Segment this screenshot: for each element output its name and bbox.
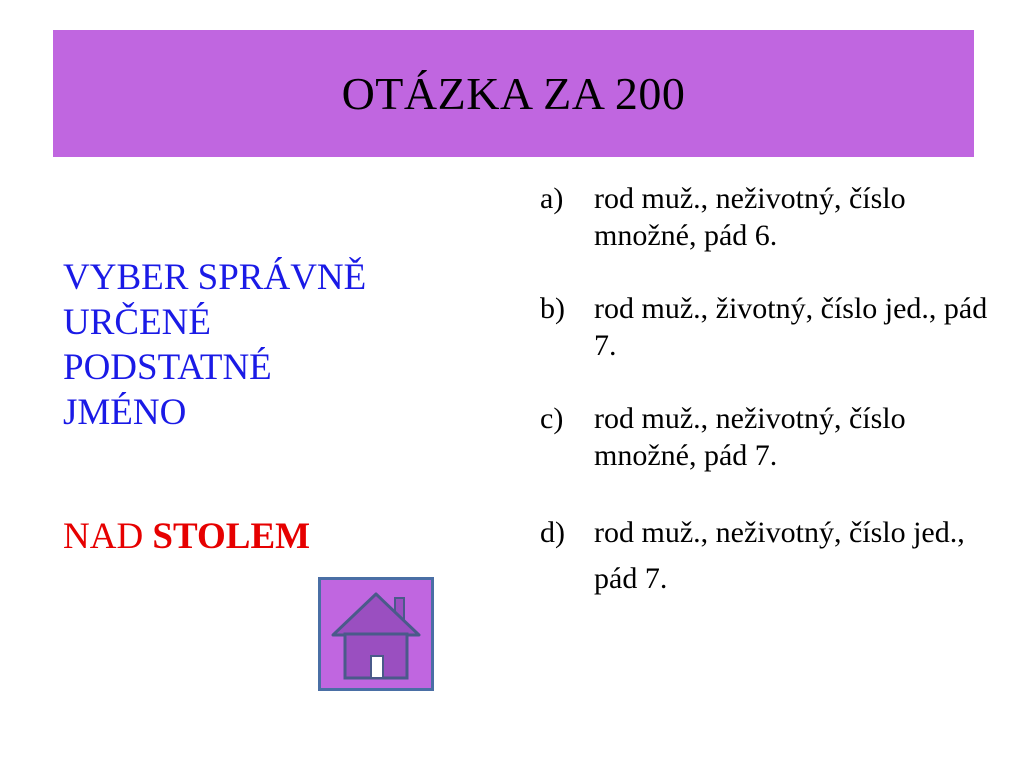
answer-option-b[interactable]: [540, 290, 990, 364]
title-bar: [53, 30, 974, 157]
answer-letter: c): [540, 402, 564, 435]
answer-letter: b): [540, 292, 565, 325]
answer-text: rod muž., životný, číslo jed., pád 7.: [594, 292, 988, 362]
answer-letter: a): [540, 182, 564, 215]
question-text: [63, 255, 503, 435]
answer-option-d[interactable]: [540, 510, 990, 602]
answer-text: rod muž., neživotný, číslo množné, pád 6.: [594, 182, 906, 252]
answer-list: [540, 180, 990, 638]
subject-word: STOLEM: [152, 516, 311, 557]
question-line: URČENÉ: [63, 302, 211, 343]
slide-title: OTÁZKA ZA 200: [341, 68, 686, 119]
question-line: JMÉNO: [63, 392, 187, 433]
question-line: PODSTATNÉ: [63, 347, 272, 388]
subject-phrase: [63, 514, 310, 559]
answer-letter: d): [540, 516, 565, 549]
subject-prefix: NAD: [63, 516, 144, 557]
question-line: VYBER SPRÁVNĚ: [63, 257, 367, 298]
home-icon: [321, 580, 431, 688]
answer-option-c[interactable]: [540, 400, 990, 474]
answer-text: rod muž., neživotný, číslo jed., pád 7.: [594, 516, 965, 595]
answer-option-a[interactable]: [540, 180, 990, 254]
answer-text: rod muž., neživotný, číslo množné, pád 7.: [594, 402, 906, 472]
home-button[interactable]: [318, 577, 434, 691]
